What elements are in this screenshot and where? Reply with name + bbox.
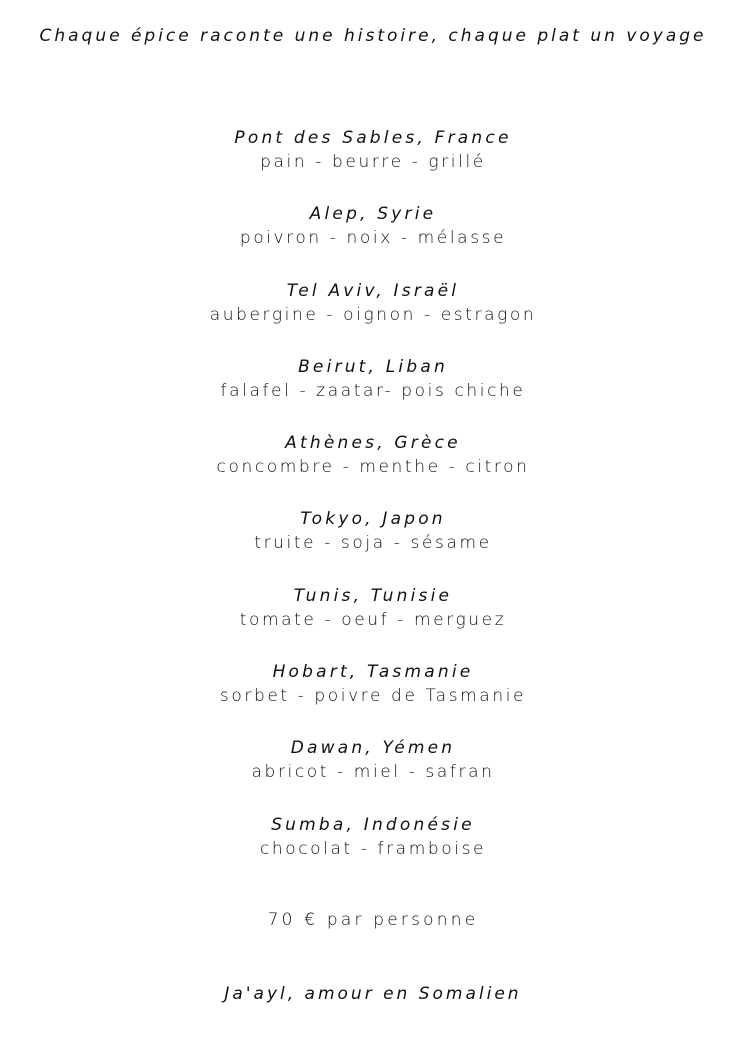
course-origin: Sumba, Indonésie: [271, 814, 475, 835]
course-origin: Tel Aviv, Israël: [286, 280, 460, 301]
course-ingredients: aubergine - oignon - estragon: [209, 304, 537, 325]
course-ingredients: chocolat - framboise: [259, 838, 487, 859]
course-item: [0, 126, 746, 202]
course-list: [0, 126, 746, 889]
course-origin: Athènes, Grèce: [285, 433, 461, 454]
course-ingredients: concombre - menthe - citron: [216, 457, 530, 478]
course-ingredients: pain - beurre - grillé: [260, 152, 486, 172]
course-ingredients: sorbet - poivre de Tasmanie: [219, 686, 527, 707]
course-ingredients: falafel - zaatar- pois chiche: [220, 380, 526, 401]
course-ingredients: abricot - miel - safran: [251, 762, 495, 783]
menu-price: 70 € par personne: [267, 910, 479, 930]
course-origin: Dawan, Yémen: [290, 738, 456, 759]
menu-signature: Ja'ayl, amour en Somalien: [224, 984, 522, 1004]
menu-tagline: Chaque épice raconte une histoire, chaque plat un voyage: [39, 26, 707, 46]
course-item: [0, 279, 746, 355]
course-item: [0, 660, 746, 736]
course-ingredients: poivron - noix - mélasse: [239, 228, 507, 249]
course-item: [0, 584, 746, 660]
course-origin: Pont des Sables, France: [234, 128, 512, 148]
course-item: [0, 813, 746, 889]
course-item: [0, 355, 746, 431]
course-origin: Alep, Syrie: [309, 204, 437, 225]
course-item: [0, 431, 746, 507]
course-item: [0, 736, 746, 812]
course-ingredients: truite - soja - sésame: [254, 533, 492, 554]
course-origin: Beirut, Liban: [298, 356, 448, 377]
course-item: [0, 202, 746, 278]
course-origin: Tunis, Tunisie: [293, 585, 453, 606]
course-origin: Tokyo, Japon: [300, 509, 446, 530]
course-ingredients: tomate - oeuf - merguez: [239, 609, 507, 630]
course-item: [0, 507, 746, 583]
course-origin: Hobart, Tasmanie: [272, 662, 474, 683]
